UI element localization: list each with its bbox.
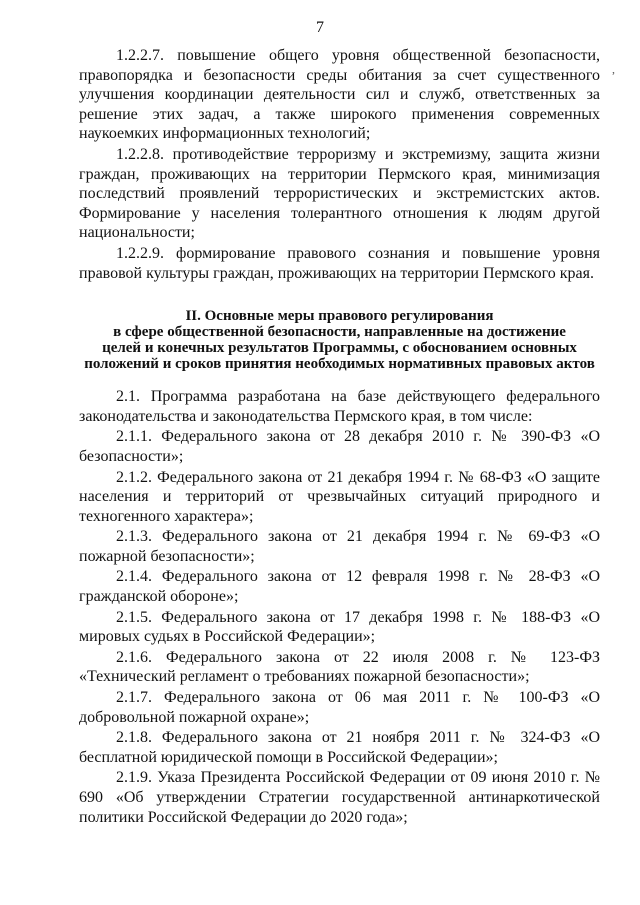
page-number: 7 <box>316 19 324 36</box>
paragraph-2-1-3: 2.1.3. Федерального закона от 21 декабря 1994 г. № 69-ФЗ «О пожарной безопасности»; <box>79 528 600 565</box>
paragraph-2-1-9: 2.1.9. Указа Президента Российской Федерации от 09 июня 2010 г. № 690 «Об утверждении Стратегии государственной антинаркотической политики Российской Федерации до 2020 года»; <box>79 769 600 826</box>
paragraph-2-1-2: 2.1.2. Федерального закона от 21 декабря 1994 г. № 68-ФЗ «О защите населения и территорий от чрезвычайных ситуаций природного и техногенного характера»; <box>79 468 600 525</box>
paragraph-2-1-1: 2.1.1. Федерального закона от 28 декабря 2010 г. № 390-ФЗ «О безопасности»; <box>79 428 600 465</box>
section-heading-line: II. Основные меры правового регулирования <box>185 308 494 325</box>
paragraph-2-1-6: 2.1.6. Федерального закона от 22 июля 2008 г. № 123-ФЗ «Технический регламент о требованиях пожарной безопасности»; <box>79 648 600 686</box>
section-heading <box>79 308 600 372</box>
section-heading-line: целей и конечных результатов Программы, с обоснованием основных <box>102 340 577 357</box>
document-body <box>79 46 600 828</box>
paragraph-2-1-5: 2.1.5. Федерального закона от 17 декабря 1998 г. № 188-ФЗ «О мировых судьях в Российской Федерации»; <box>79 608 600 646</box>
paragraph-2-1-4: 2.1.4. Федерального закона от 12 февраля 1998 г. № 28-ФЗ «О гражданской обороне»; <box>79 568 600 606</box>
paragraph-2-1: 2.1. Программа разработана на базе действующего федерального законодательства и законодательства Пермского края, в том числе: <box>79 388 600 425</box>
paragraph-1-2-2-7: 1.2.2.7. повышение общего уровня общественной безопасности, правопорядка и безопасности среды обитания за счет существенного улучшения координации деятельности сил и служб, ответственных за решение этих задач, а также широкого применения современных наукоемких информационных технологий; <box>79 47 600 143</box>
paragraph-2-1-8: 2.1.8. Федерального закона от 21 ноября 2011 г. № 324-ФЗ «О бесплатной юридической помощи в Российской Федерации»; <box>79 729 600 766</box>
paragraph-1-2-2-8: 1.2.2.8. противодействие терроризму и экстремизму, защита жизни граждан, проживающих на территории Пермского края, минимизация последствий проявлений террористических и экстремистских актов. Формирование у населения толерантного отношения к людям другой национальности; <box>79 145 600 242</box>
scan-mark: , <box>612 62 615 76</box>
section-heading-line: в сфере общественной безопасности, направленные на достижение <box>113 324 566 341</box>
paragraph-2-1-7: 2.1.7. Федерального закона от 06 мая 2011 г. № 100-ФЗ «О добровольной пожарной охране»; <box>79 689 600 726</box>
paragraph-1-2-2-9: 1.2.2.9. формирование правового сознания и повышение уровня правовой культуры граждан, проживающих на территории Пермского края. <box>79 244 600 282</box>
section-heading-line: положений и сроков принятия необходимых нормативных правовых актов <box>84 356 595 373</box>
